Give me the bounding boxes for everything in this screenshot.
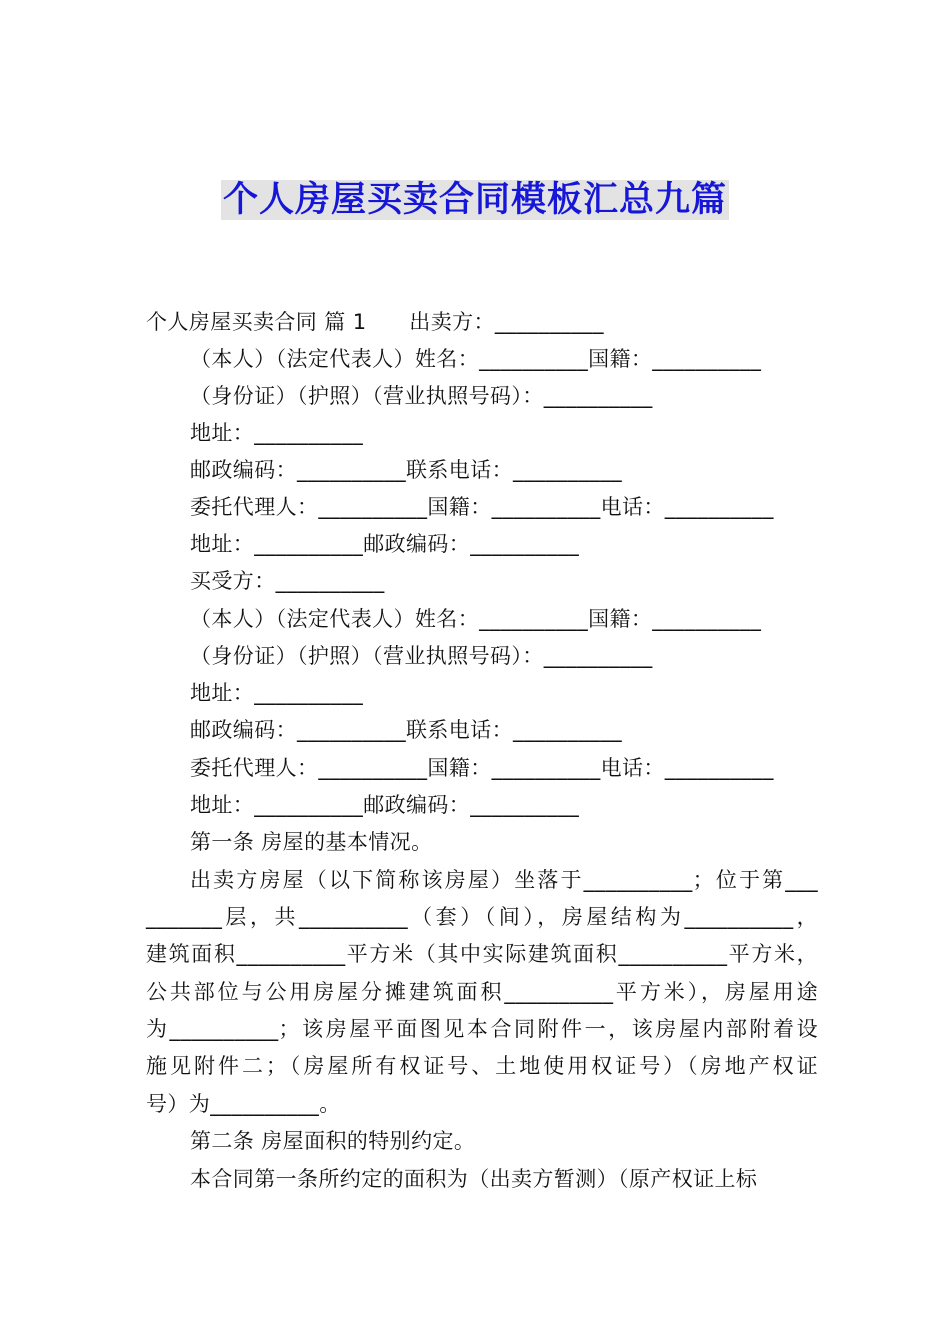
buyer-agent-address-line: 地址：__________邮政编码：__________ (190, 793, 580, 817)
contract-heading-line: 个人房屋买卖合同 篇 1 出卖方：__________ (146, 310, 604, 334)
article-1-heading: 第一条 房屋的基本情况。 (190, 830, 433, 854)
document-title-text: 个人房屋买卖合同模板汇总九篇 (222, 180, 727, 220)
article-1-text-line: 公共部位与公用房屋分摊建筑面积__________平方米），房屋用途 (146, 980, 818, 1004)
buyer-address-line: 地址：__________ (190, 681, 364, 705)
seller-agent-address-line: 地址：__________邮政编码：__________ (190, 532, 580, 556)
seller-postcode-line: 邮政编码：__________联系电话：__________ (190, 458, 622, 482)
article-1-text-line: 出卖方房屋（以下简称该房屋）坐落于__________；位于第___ (190, 868, 818, 892)
buyer-name-line: （本人）（法定代表人）姓名：__________国籍：__________ (190, 607, 762, 631)
article-1-text-line: 施见附件二；（房屋所有权证号、土地使用权证号）（房地产权证 (146, 1054, 818, 1078)
seller-name-line: （本人）（法定代表人）姓名：__________国籍：__________ (190, 347, 762, 371)
seller-agent-line: 委托代理人：__________国籍：__________电话：__________ (190, 495, 774, 519)
seller-id-line: （身份证）（护照）（营业执照号码）：__________ (190, 384, 653, 408)
buyer-id-line: （身份证）（护照）（营业执照号码）：__________ (190, 644, 653, 668)
article-2-text-line: 本合同第一条所约定的面积为（出卖方暂测）（原产权证上标 (190, 1167, 758, 1191)
article-2-heading: 第二条 房屋面积的特别约定。 (190, 1129, 476, 1153)
article-1-text-line: 为__________；该房屋平面图见本合同附件一，该房屋内部附着设 (146, 1017, 818, 1041)
seller-address-line: 地址：__________ (190, 421, 364, 445)
article-1-text-line: _______层，共__________（套）（间），房屋结构为__________， (146, 905, 818, 929)
buyer-line: 买受方：__________ (190, 569, 385, 593)
article-1-text-line: 号）为__________。 (146, 1092, 341, 1116)
buyer-postcode-line: 邮政编码：__________联系电话：__________ (190, 718, 622, 742)
article-1-text-line: 建筑面积__________平方米（其中实际建筑面积__________平方米， (146, 942, 818, 966)
document-title (0, 174, 950, 226)
buyer-agent-line: 委托代理人：__________国籍：__________电话：__________ (190, 756, 774, 780)
